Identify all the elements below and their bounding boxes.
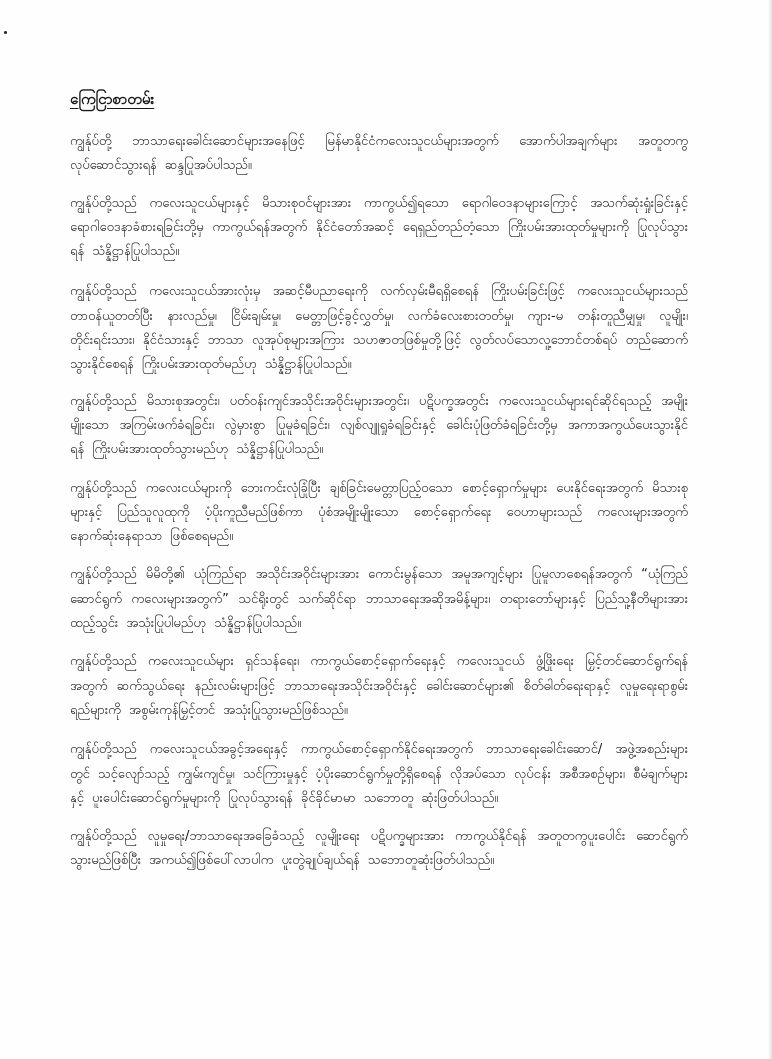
paragraph-1: ကျွန်ုပ်တို့ ဘာသာရေးခေါင်းဆောင်များအနေဖြင့် မြန်မာနိုင်ငံကလေးသူငယ်များအတွက် အောက်ပါအချက်များ အတူတကွ လုပ်ဆောင်သွားရန် ဆန္ဒပြုအပ်ပါသည်။ xyxy=(70,134,688,174)
declaration-content xyxy=(70,88,688,886)
page-edge-shadow xyxy=(768,0,772,1059)
paragraph-4: ကျွန်ုပ်တို့သည် မိသားစုအတွင်း၊ ပတ်ဝန်းကျင်အသိုင်းအဝိုင်းများအတွင်း၊ ပဋိပက္ခအတွင်း ကလေးသူငယ်များရင်ဆိုင်ရသည့် အမျိုးမျိုးသော အကြမ်းဖက်ခံရခြင်း၊ လွဲမှားစွာ ပြုမူခံရခြင်း၊ လျစ်လျူရှုခံရခြင်းနှင့် ခေါင်းပုံဖြတ်ခံရခြင်းတို့မှ အကာအကွယ်ပေးသွားနိုင်ရန် ကြိုးပမ်းအားထုတ်သွားမည်ဟု သံန္နိဋ္ဌာန်ပြုပါသည်။ xyxy=(70,393,688,458)
document-heading: ကြေငြာစာတမ်း xyxy=(70,90,155,108)
paragraph-9: ကျွန်ုပ်တို့သည် လူမှုရေး/ဘာသာရေးအခြေခံသည့် လူမျိုးရေး ပဋိပက္ခများအား ကာကွယ်နိုင်ရန် အတူတကွပူးပေါင်း ဆောင်ရွက်သွားမည်ဖြစ်ပြီး အကယ်၍ဖြစ်ပေါ်လာပါက ပူးတွဲချုပ်ချယ်ရန် သဘောတူဆုံးဖြတ်ပါသည်။ xyxy=(70,829,688,869)
paragraph-8: ကျွန်ုပ်တို့သည် ကလေးသူငယ်အခွင့်အရေးနှင့် ကာကွယ်စောင့်ရှောက်နိုင်ရေးအတွက် ဘာသာရေးခေါင်းဆောင်/ အဖွဲ့အစည်းများတွင် သင့်လျော်သည့် ကျွမ်းကျင်မှု၊ သင်ကြားမှုနှင့် ပံ့ပိုးဆောင်ရွက်မှုတို့ရှိစေရန် လိုအပ်သော လုပ်ငန်း အစီအစဉ်များ၊ စီမံချက်များနှင့် ပူးပေါင်းဆောင်ရွက်မှုများကို ပြုလုပ်သွားရန် ခိုင်ခိုင်မာမာ သဘောတူ ဆုံးဖြတ်ပါသည်။ xyxy=(70,742,688,806)
paragraph-7: ကျွန်ုပ်တို့သည် ကလေးသူငယ်များ ရှင်သန်ရေး၊ ကာကွယ်စောင့်ရှောက်ရေးနှင့် ကလေးသူငယ် ဖွံ့ဖြိုးရေး မြှင့်တင်ဆောင်ရွက်ရန်အတွက် ဆက်သွယ်ရေး နည်းလမ်းများဖြင့် ဘာသာရေးအသိုင်းအဝိုင်းနှင့် ခေါင်းဆောင်များ၏ စိတ်ဓါတ်ရေးရာနှင့် လူမှုရေးရာစွမ်းရည်များကို အစွမ်းကုန်မြှင့်တင် အသုံးပြုသွားမည်ဖြစ်သည်။ xyxy=(70,654,688,718)
scan-speck xyxy=(4,31,7,34)
paragraph-5: ကျွန်ုပ်တို့သည် ကလေးငယ်များကို ဘေးကင်းလုံခြုံပြီး ချစ်ခြင်းမေတ္တာပြည့်ဝသော စောင့်ရှောက်မှုများ ပေးနိုင်ရေးအတွက် မိသားစုများနှင့် ပြည်သူလူထုကို ပံ့ပိုးကူညီမည်ဖြစ်ကာ ပုံစံအမျိုးမျိုးသော စောင့်ရှောက်ရေး ဝေဟာများသည် ကလေးများအတွက် နောက်ဆုံးနေရာသာ ဖြစ်စေရမည်။ xyxy=(70,480,688,545)
paragraph-2: ကျွန်ုပ်တို့သည် ကလေးသူငယ်များနှင့် မိသားစုဝင်များအား ကာကွယ်၍ရသော ရောဂါဝေဒနာများကြောင့် အသက်ဆုံးရှုံးခြင်းနှင့် ရောဂါဝေဒနာခံစားရခြင်းတို့မှ ကာကွယ်ရန်အတွက် နိုင်ငံတော်အဆင့် ရေရှည်တည်တံ့သော ကြိုးပမ်းအားထုတ်မှုများကို ပြုလုပ်သွားရန် သံန္နိဋ္ဌာန်ပြုပါသည်။ xyxy=(70,195,688,260)
paragraph-3: ကျွန်ုပ်တို့သည် ကလေးသူငယ်အားလုံးမှ အဆင့်မီပညာရေးကို လက်လှမ်းမီရရှိစေရန် ကြိုးပမ်းခြင်းဖြင့် ကလေးသူငယ်များသည် တာဝန်ယူတတ်ပြီး နားလည်မှု၊ ငြိမ်းချမ်းမှု၊ မေတ္တာဖြင့်ခွင့်လွှတ်မှု၊ လက်ခံလေးစားတတ်မှု၊ ကျား-မ တန်းတူညီမျှမှု၊ လူမျိုး၊ တိုင်းရင်းသား၊ နိုင်ငံသားနှင့် ဘာသာ လူအုပ်စုများအကြား သဟဇာတဖြစ်မှုတို့ဖြင့် လွတ်လပ်သောလူ့ဘောင်တစ်ရပ် တည်ဆောက်သွားနိုင်စေရန် ကြိုးပမ်းအားထုတ်မည်ဟု သံန္နိဋ္ဌာန်ပြုပါသည်။ xyxy=(70,284,688,373)
paragraph-6: ကျွန်ုပ်တို့သည် မိမိတို့၏ ယုံကြည်ရာ အသိုင်းအဝိုင်းများအား ကောင်းမွန်သော အမူအကျင့်များ ပြုမူလာစေရန်အတွက် “ယုံကြည်ဆောင်ရွက် ကလေးများအတွက်” သင်ရိုးတွင် သက်ဆိုင်ရာ ဘာသာရေးအဆိုအမိန့်များ၊ တရားတော်များနှင့် ပြည်သူ့နီတိများအား ထည့်သွင်း အသုံးပြုပါမည်ဟု သံန္နိဋ္ဌာန်ပြုပါသည်။ xyxy=(70,567,688,632)
